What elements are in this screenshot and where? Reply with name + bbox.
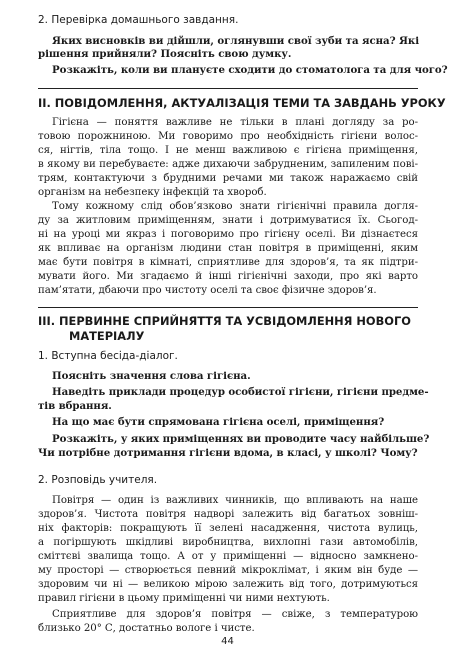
homework-question-1-cont: рішення прийняли? Поясніть свою думку. bbox=[38, 48, 292, 60]
text-line: організм на небезпеку інфекцій та хвороб. bbox=[38, 187, 267, 198]
text-line: здоровим чи ні — великою мірою залежить від того, дотримуються bbox=[38, 579, 418, 590]
text-line: близько 20° С, достатньо вологе і чисте. bbox=[38, 623, 255, 634]
text-line: як впливає на організм людини стан повітря в приміщенні, яким bbox=[38, 243, 418, 254]
intro-dialog-heading: 1. Вступна бесіда-діалог. bbox=[38, 350, 178, 362]
dialog-question: На що має бути спрямована гігієна оселі, приміщення? bbox=[52, 416, 385, 428]
text-line: Гігієна — поняття важливе не тільки в плані догляду за ро- bbox=[52, 117, 418, 128]
dialog-question-cont: Чи потрібне дотримання гігієни вдома, в класі, у школі? Чому? bbox=[38, 447, 418, 459]
text-line: мувати його. Ми згадаємо й інші гігієнічні заходи, про які варто bbox=[38, 271, 418, 282]
text-line: правил гігієни в цьому приміщенні чи ними нехтують. bbox=[38, 593, 330, 604]
text-line: сміттєві звалища тощо. А от у приміщенні — відносно замкнено- bbox=[38, 551, 418, 562]
text-line: ся, нігтів, тіла тощо. І не менш важливою є гігієна приміщення, bbox=[38, 145, 418, 156]
dialog-question-cont: тів вбрання. bbox=[38, 400, 112, 412]
text-line: Тому кожному слід обов’язково знати гігієнічні правила догля- bbox=[52, 201, 418, 212]
section-divider bbox=[38, 88, 418, 89]
page-number: 44 bbox=[221, 636, 234, 647]
text-line: ду за житловим приміщенням, знати і дотримуватися їх. Сьогод- bbox=[38, 215, 418, 226]
text-line: в якому ви перебуваєте: адже дихаючи забрудненим, запиленим пові- bbox=[38, 159, 418, 170]
homework-question-2: Розкажіть, коли ви плануєте сходити до стоматолога та для чого? bbox=[52, 64, 448, 76]
text-line: Повітря — один із важливих чинників, що впливають на наше bbox=[52, 495, 418, 506]
section-ii-heading: ІІ. ПОВІДОМЛЕННЯ, АКТУАЛІЗАЦІЯ ТЕМИ ТА ЗАВДАНЬ УРОКУ bbox=[38, 96, 446, 110]
text-line: ніх факторів: покращують її зелені насадження, чистота вулиць, bbox=[38, 523, 418, 534]
text-line: трям, контактуючи з брудними речами ми також наражаємо свій bbox=[38, 173, 418, 184]
text-line: а погіршують шкідливі виробництва, вихлопні гази автомобілів, bbox=[38, 537, 418, 548]
dialog-question: Поясніть значення слова гігієна. bbox=[52, 370, 251, 382]
dialog-question: Розкажіть, у яких приміщеннях ви проводите часу найбільше? bbox=[52, 433, 430, 445]
text-line: ні на уроці ми якраз і поговоримо про гігієну оселі. Ви дізнаєтеся bbox=[38, 229, 418, 240]
homework-question-1: Яких висновків ви дійшли, оглянувши свої зуби та ясна? Які bbox=[52, 35, 420, 47]
text-line: Сприятливе для здоров’я повітря — свіже, з температурою bbox=[52, 609, 418, 620]
text-line: здоров’я. Чистота повітря надворі залежить від багатьох зовніш- bbox=[38, 509, 418, 520]
teacher-story-heading: 2. Розповідь учителя. bbox=[38, 474, 158, 486]
section-iii-heading: ІІІ. ПЕРВИННЕ СПРИЙНЯТТЯ ТА УСВІДОМЛЕННЯ НОВОГО bbox=[38, 314, 411, 328]
text-line: має бути повітря в кімнаті, сприятливе для здоров’я, та як підтри- bbox=[38, 257, 418, 268]
text-line: му просторі — створюється певний мікроклімат, і яким він буде — bbox=[38, 565, 418, 576]
section-divider bbox=[38, 307, 418, 308]
text-line: пам’ятати, дбаючи про чистоту оселі та своє фізичне здоров’я. bbox=[38, 285, 377, 296]
text-line: товою порожниною. Ми говоримо про необхідність гігієни волос- bbox=[38, 131, 418, 142]
homework-check-heading: 2. Перевірка домашнього завдання. bbox=[38, 14, 239, 26]
dialog-question: Наведіть приклади процедур особистої гігієни, гігієни предме- bbox=[52, 386, 429, 398]
section-iii-heading-cont: МАТЕРІАЛУ bbox=[69, 329, 145, 343]
